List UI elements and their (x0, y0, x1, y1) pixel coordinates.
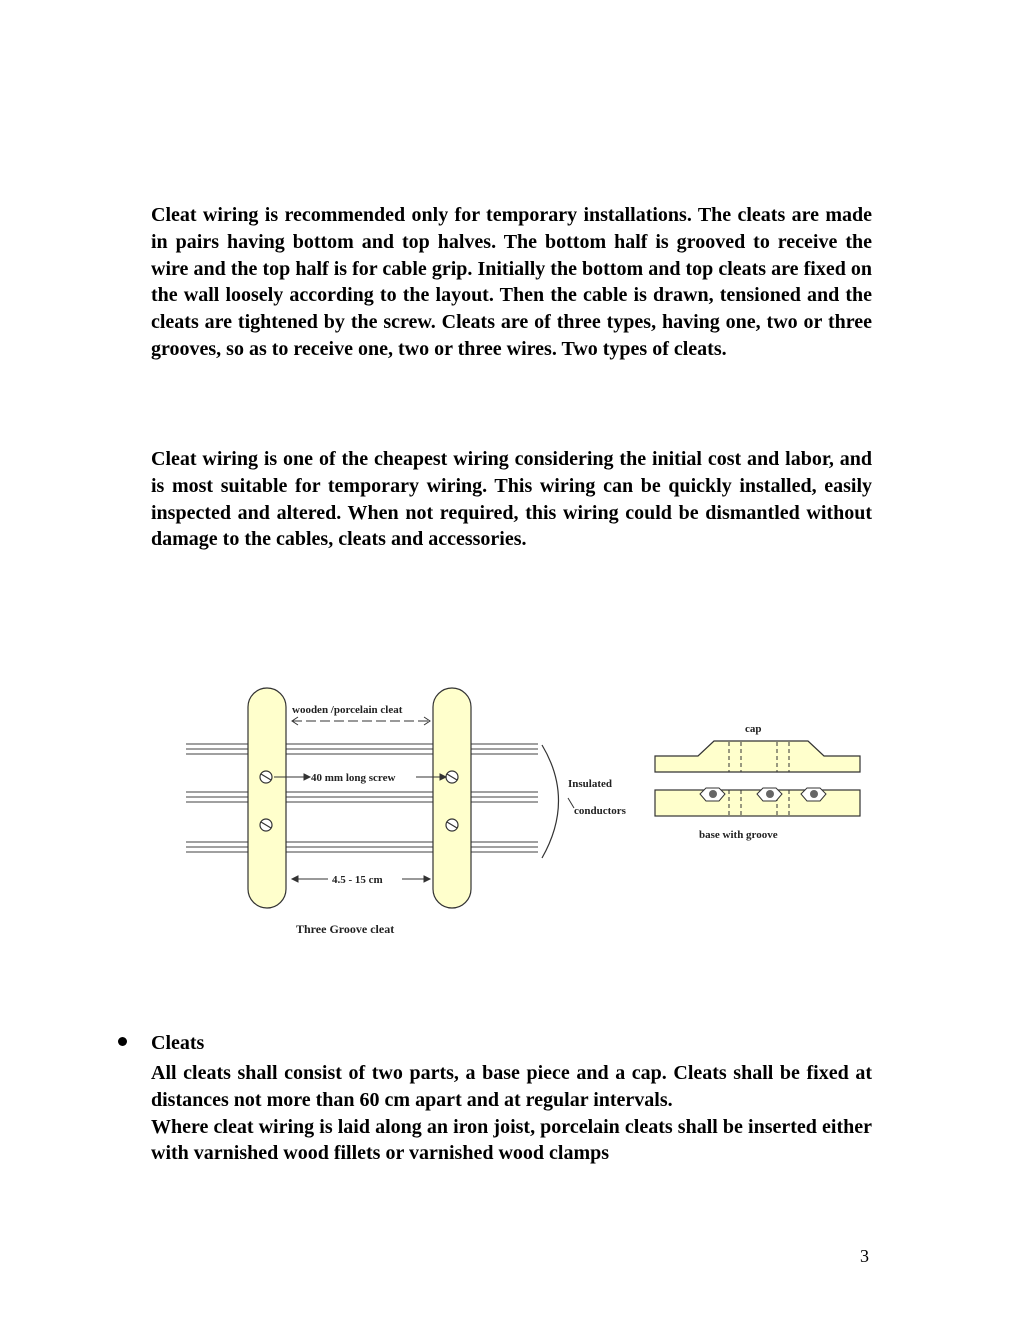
cleat-diagram (180, 680, 870, 940)
screw-label: 40 mm long screw (311, 772, 396, 784)
groove-wire-icon (700, 788, 826, 801)
page-number: 3 (860, 1246, 869, 1266)
cap-label: cap (745, 723, 762, 735)
bullet-body (151, 1060, 872, 1167)
diagram-caption: Three Groove cleat (296, 922, 395, 936)
cleat-cap (655, 741, 860, 772)
right-cleat (433, 688, 471, 908)
cleat-label: wooden /porcelain cleat (292, 704, 403, 716)
spacing-label: 4.5 - 15 cm (332, 874, 383, 886)
conductors-label-1: Insulated (568, 778, 613, 790)
base-label: base with groove (699, 829, 778, 841)
paragraph-cost: Cleat wiring is one of the cheapest wiring considering the initial cost and labor, and is most suitable for temporary wiring. This wiring can be quickly installed, easily inspected and altered. When not required, this wiring could be dismantled without damage to the cables, cleats and accessories. (151, 448, 872, 551)
paragraph-intro: Cleat wiring is recommended only for temporary installations. The cleats are made in pairs having bottom and top halves. The bottom half is grooved to receive the wire and the top half is for cable grip. Initially the bottom and top cleats are fixed on the wall loosely according to the layout. Then the cable is drawn, tensioned and the cleats are tightened by the screw. Cleats are of three types, having one, two or three grooves, so as to receive one, two or three wires. Two types of cleats. (151, 204, 872, 360)
bullet-line: Where cleat wiring is laid along an iron joist, porcelain cleats shall be inserted either with varnished wood fillets or varnished wood clamps (151, 1115, 872, 1165)
bullet-heading: Cleats (151, 1032, 205, 1054)
conductors-label-2: conductors (574, 805, 626, 817)
bullet-line: All cleats shall consist of two parts, a base piece and a cap. Cleats shall be fixed at distances not more than 60 cm apart and at regular intervals. (151, 1062, 872, 1111)
bullet-icon (118, 1037, 127, 1046)
conductor-wires (186, 744, 538, 852)
left-cleat (248, 688, 286, 908)
conductor-bracket (542, 745, 559, 858)
